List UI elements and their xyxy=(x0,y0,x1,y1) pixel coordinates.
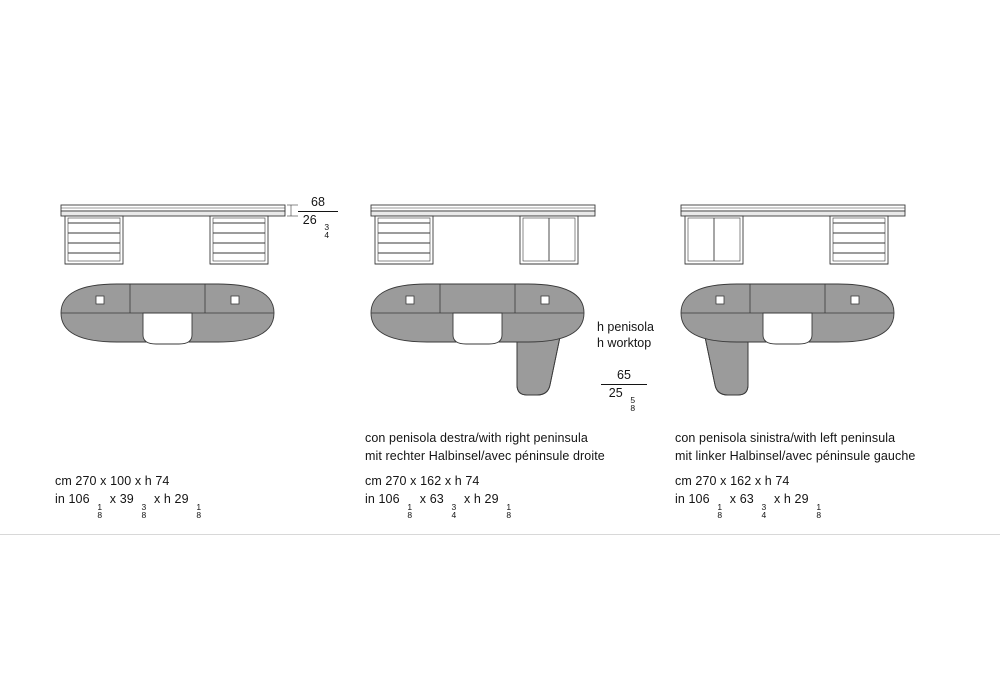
dimensions-caption-1 xyxy=(55,473,205,520)
worktop-note-line-1: h penisola xyxy=(597,320,654,334)
drawing-front-and-plan-1 xyxy=(55,185,355,420)
variant-left-peninsula xyxy=(675,185,975,520)
dimension-cm-2: cm 270 x 162 x h 74 xyxy=(365,474,480,488)
height-dimension-label-1 xyxy=(298,195,338,240)
worktop-note-line-2: h worktop xyxy=(597,336,652,350)
dimension-in-1: in 106 1 8 x 39 3 8 x h 29 1 8 xyxy=(55,491,202,520)
title-line-1-3: con penisola sinistra/with left peninsula xyxy=(675,431,896,445)
worktop-dimension-label xyxy=(601,368,647,413)
dimension-cm-1: cm 270 x 100 x h 74 xyxy=(55,474,170,488)
title-line-1-2: con penisola destra/with right peninsula xyxy=(365,431,588,445)
desk-drawing-svg-3 xyxy=(675,185,975,420)
worktop-in-value: 25 5 8 xyxy=(608,386,636,413)
dimension-cm-3: cm 270 x 162 x h 74 xyxy=(675,474,790,488)
variant-right-peninsula xyxy=(365,185,665,520)
dimensions-caption-2 xyxy=(365,473,515,520)
dimension-in-2: in 106 1 8 x 63 3 4 x h 29 1 8 xyxy=(365,491,512,520)
dimensions-caption-3 xyxy=(675,473,825,520)
height-cm-value: 68 xyxy=(311,195,325,209)
title-line-2-2: mit rechter Halbinsel/avec péninsule droite xyxy=(365,448,605,463)
drawing-front-and-plan-2 xyxy=(365,185,665,420)
variant-no-peninsula xyxy=(55,185,355,520)
title-caption-2 xyxy=(365,430,605,465)
title-caption-3 xyxy=(675,430,915,465)
drawing-front-and-plan-3 xyxy=(675,185,975,420)
height-in-value: 26 3 4 xyxy=(302,213,330,240)
title-line-2-3: mit linker Halbinsel/avec péninsule gauche xyxy=(675,448,916,463)
dimension-in-3: in 106 1 8 x 63 3 4 x h 29 1 8 xyxy=(675,491,822,520)
sheet-divider xyxy=(0,534,1000,535)
worktop-height-note xyxy=(597,319,654,351)
worktop-cm-value: 65 xyxy=(617,368,631,382)
